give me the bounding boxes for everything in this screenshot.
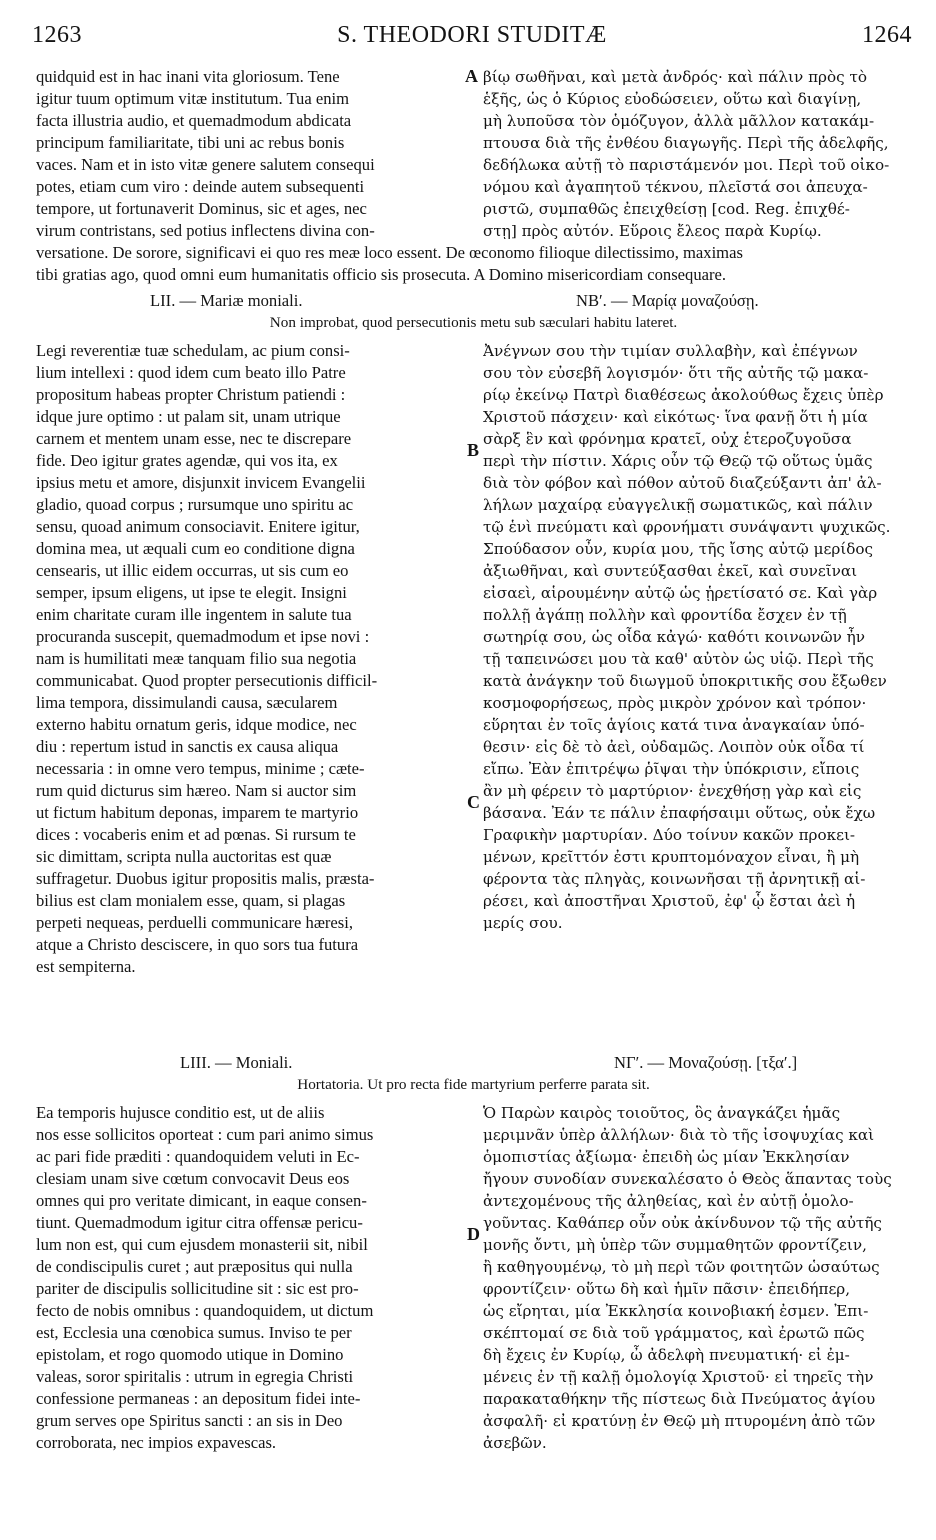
text-line: necessaria : in omne vero tempus, minime ; cæte- [36, 759, 365, 778]
text-line: corroborata, nec impios expavescas. [36, 1433, 277, 1452]
text-line: sensu, quoad animum consociavit. Enitere igitur, [36, 517, 360, 536]
text-line: igitur tuum optimum vitæ institutum. Tua enim [36, 89, 350, 108]
text-line: σωτηρίᾳ σου, ὡς οἶδα κἀγώ· καθότι κοινωνῶν ἦν [483, 628, 865, 646]
text-line: διὰ τὸν φόβον καὶ πόθον αὐτοῦ διαζεύξαντι ἀπ' ἀλ- [483, 474, 882, 492]
text-line: σὰρξ ἓν καὶ φρόνημα κρατεῖ, οὐχ ἑτεροζυγοῦσα [483, 430, 852, 448]
text-line: communicabat. Quod propter persecutionis difficil- [36, 671, 378, 690]
text-line: versatione. De sorore, significavi ei quo res meæ loco essent. De œconomo filioque dilectissimo, maximas [36, 243, 743, 262]
text-line: φέροντα τὰς πληγὰς, κοινωνῆσαι τῇ ἀρνητικῇ αἱ- [483, 870, 866, 888]
text-line: atque a Christo desciscere, in quo sors tua futura [36, 935, 359, 954]
text-line: εὕρηται ἐν τοῖς ἁγίοις κατά τινα ἀναγκαίαν ὑπό- [483, 716, 865, 734]
text-line: βάσανα. Ἐάν τε πάλιν ἐπαφήσαιμι οὕτως, οὐκ ἔχω [483, 804, 876, 822]
text-line: bilius est clam monialem esse, quam, si plagas [36, 891, 346, 910]
text-line: epistolam, et rogo quomodo utique in Domino [36, 1345, 344, 1364]
letter-53-latin-text [36, 1102, 461, 1454]
text-line: ἀσφαλῆ· εἰ κρατύνῃ ἐν Θεῷ μὴ πτυρομένη ἀπὸ τῶν [483, 1412, 876, 1430]
text-line: πτουσα διὰ τῆς ἐνθέου διαγωγῆς. Περὶ τῆς ἀδελφῆς, [483, 134, 889, 152]
text-line: μερίς σου. [483, 914, 563, 932]
text-line: ριστῶ, συμπαθῶς ἐπειχθείσῃ [cod. Reg. ἐπιχθέ- [483, 200, 850, 218]
text-line: ut fictum habitum deponas, imparem te martyrio [36, 803, 359, 822]
text-line: est sempiterna. [36, 957, 136, 976]
text-line: facta illustria audio, et quemadmodum abdicata [36, 111, 352, 130]
text-line: μένων, κρεῖττόν ἐστι κρυπτομόναχον εἶναι, ἢ μὴ [483, 848, 860, 866]
text-line: δὴ ἔχεις ἐν Κυρίῳ, ὦ ἀδελφὴ πνευματική· εἰ ἐμ- [483, 1346, 850, 1364]
text-line: de condiscipulis curet ; aut præpositus qui nulla [36, 1257, 353, 1276]
greek-column-top [483, 66, 911, 242]
letter-53-latin-heading: LIII. — Moniali. [180, 1053, 293, 1072]
text-line: πολλῇ ἀγάπῃ πολλὴν καὶ φροντίδα ἔσχεν ἐν τῇ [483, 606, 847, 624]
text-line: βίῳ σωθῆναι, καὶ μετὰ ἀνδρός· καὶ πάλιν πρὸς τὸ [483, 68, 868, 86]
letter-52-greek-text [483, 340, 911, 934]
text-line: σου τὸν εὐσεβῆ λογισμόν· ὅτι τῆς αὐτῆς τῷ μακα- [483, 364, 869, 382]
latin-column-top [36, 66, 461, 242]
text-line: παρακαταθήκην τῆς πίστεως διὰ Πνεύματος ἁγίου [483, 1390, 876, 1408]
text-line: externo habitu ornatum geris, idque modice, nec [36, 715, 357, 734]
text-line: ἢ καθηγουμένῳ, τὸ μὴ περὶ τῶν φοιτητῶν ὡσαύτως [483, 1258, 880, 1276]
text-line: rum quid dicturus sim hæreo. Nam si auctor sim [36, 781, 357, 800]
text-line: λήλων μαχαίρᾳ εὐαγγελικῇ σωματικῶς, καὶ πάλιν [483, 496, 873, 514]
margin-letter-d: D [467, 1224, 480, 1244]
text-line: suffragetur. Duobus igitur propositis malis, præsta- [36, 869, 375, 888]
text-line: ἀσεβῶν. [483, 1434, 547, 1452]
text-line: propositum habeas propter Christum patiendi : [36, 385, 346, 404]
text-line: ἀντεχομένους τῆς ἀληθείας, καὶ ἐν αὐτῇ ὁμολο- [483, 1192, 854, 1210]
text-line: θεσιν· εἰς δὲ τὸ ἀεὶ, οὐδαμῶς. Λοιπὸν οὐκ οἶδα τί [483, 738, 865, 756]
margin-letter-c: C [467, 792, 480, 812]
text-line: ac pari fide præditi : quandoquidem veluti in Ec- [36, 1147, 360, 1166]
left-page-number: 1263 [32, 22, 82, 48]
text-line: ὁμοπιστίας ἀξίωμα· ἐπειδὴ ὡς μίαν Ἐκκλησίαν [483, 1148, 850, 1166]
text-line: tibi gratias ago, quod omni eum humanitatis officio sis prosecuta. A Domino misericordiam consequare. [36, 265, 727, 284]
text-line: perpeti nequeas, perduelli communicare hæresi, [36, 913, 354, 932]
text-line: Ὁ Παρὼν καιρὸς τοιοῦτος, ὃς ἀναγκάζει ἡμᾶς [483, 1104, 841, 1122]
text-line: confessione permaneas : an depositum fidei inte- [36, 1389, 361, 1408]
text-line: εἴπω. Ἐὰν ἐπιτρέψω ῥῖψαι τὴν ὑπόκρισιν, εἴποις [483, 760, 860, 778]
text-line: μὴ λυποῦσα τὸν ὁμόζυγον, ἀλλὰ μᾶλλον κατακάμ- [483, 112, 875, 130]
letter-52-greek-heading: ΝΒʹ. — Μαρίᾳ μοναζούσῃ. [576, 291, 759, 310]
text-line: εἰσαεὶ, αἱρουμένην αὐτῷ ὡς ᾑρετίσατό σε. Καὶ γὰρ [483, 584, 878, 602]
letter-53-greek-text [483, 1102, 911, 1454]
margin-letter-a: A [465, 66, 478, 86]
text-line: nos esse sollicitos oporteat : cum pari animo simus [36, 1125, 374, 1144]
text-line: semper, ipsum eligens, ut ipse te elegit. Insigni [36, 583, 347, 602]
text-line: ρέσει, καὶ ἀποστῆναι Χριστοῦ, ἐφ' ᾧ ἔσται ἀεὶ ἡ [483, 892, 856, 910]
text-line: Χριστοῦ πάσχειν· καὶ εἰκότως· ἵνα φανῇ ὅτι ἡ μία [483, 408, 868, 426]
text-line: dices : vocaberis enim et ad pœnas. Si rursum te [36, 825, 356, 844]
text-line: ipsius metu et amore, disjunxit invicem Evangelii [36, 473, 366, 492]
text-line: nam is humilitati meæ tanquam filio sua negotia [36, 649, 357, 668]
text-line: vaces. Nam et in isto vitæ genere salutem consequi [36, 155, 375, 174]
text-line: tiunt. Quemadmodum igitur citra offensæ pericu- [36, 1213, 363, 1232]
text-line: Legi reverentiæ tuæ schedulam, ac pium consi- [36, 341, 350, 360]
text-line: lum non est, qui cum ejusdem monasterii sit, nibil [36, 1235, 368, 1254]
text-line: τῇ ταπεινώσει μου τὰ καθ' αὐτὸν ὡς υἱῷ. Περὶ τῆς [483, 650, 874, 668]
letter-53-greek-heading: ΝΓʹ. — Μοναζούσῃ. [τξαʹ.] [614, 1053, 798, 1072]
text-line: potes, etiam cum viro : deinde autem subsequenti [36, 177, 365, 196]
text-line: νόμου καὶ ἀγαπητοῦ τέκνου, πλεῖστά σοι ἀπευχα- [483, 178, 868, 196]
text-line: Γραφικὴν μαρτυρίαν. Δύο τοίνυν κακῶν προκει- [483, 826, 856, 844]
text-line: φροντίζειν· οὕτω δὴ καὶ ἡμῖν πᾶσιν· ἐπειδήπερ, [483, 1280, 851, 1298]
text-line: μεριμνᾶν ὑπὲρ ἀλλήλων· διὰ τὸ τῆς ἰσοψυχίας καὶ [483, 1126, 875, 1144]
text-line: principum familiaritate, tibi uni ac rebus bonis [36, 133, 345, 152]
text-line: μένεις ἐν τῇ καλῇ ὁμολογίᾳ Χριστοῦ· εἰ τηρεῖς τὴν [483, 1368, 874, 1386]
text-line: idque jure optimo : ut palam sit, unam utrique [36, 407, 341, 426]
text-line: δεδήλωκα αὐτῇ τὸ παριστάμενόν μοι. Περὶ τοῦ οἰκο- [483, 156, 890, 174]
text-line: procuranda suscepit, quemadmodum et ipse novi : [36, 627, 370, 646]
text-line: περὶ τὴν πίστιν. Χάρις οὖν τῷ Θεῷ τῷ οὕτως ὑμᾶς [483, 452, 873, 470]
text-line: omnes qui pro veritate dimicant, in eaque consen- [36, 1191, 367, 1210]
text-line: gladio, quoad corpus ; rursumque uno spiritu ac [36, 495, 354, 514]
text-line: ἂν μὴ φέρειν τὸ μαρτύριον· ἐνεχθήσῃ γὰρ καὶ εἰς [483, 782, 862, 800]
letter-52-latin-heading: LII. — Mariæ moniali. [150, 291, 303, 310]
text-line: sic dimittam, scripta nulla auctoritas est quæ [36, 847, 332, 866]
text-line: ἀξιωθῆναι, καὶ συντεύξασθαι ἐκεῖ, καὶ συνεῖναι [483, 562, 858, 580]
text-line: τῷ ἑνὶ πνεύματι καὶ φρονήματι συνάψαντι ψυχικῶς. [483, 518, 891, 536]
text-line: ὡς εἴρηται, μία Ἐκκλησία κοινοβιακή ἐσμεν. Ἐπι- [483, 1302, 869, 1320]
text-line: domina mea, ut æquali cum eo conditione digna [36, 539, 355, 558]
text-line: clesiam unam sive cœtum convocavit Deus eos [36, 1169, 350, 1188]
text-line: valeas, soror spiritalis : utrum in egregia Christi [36, 1367, 354, 1386]
text-line: lima tempora, dissimulandi causa, sæcularem [36, 693, 338, 712]
text-line: στῃ] πρὸς αὐτόν. Εὕροις ἔλεος παρὰ Κυρίῳ. [483, 222, 822, 240]
text-line: σκέπτομαί σε διὰ τοῦ γράμματος, καὶ ἐρωτῶ πῶς [483, 1324, 865, 1342]
letter-52-latin-text [36, 340, 461, 978]
text-line: tempore, ut fortunaverit Dominus, sic et ages, nec [36, 199, 367, 218]
text-line: virum contristans, sed potius inflectens divina con- [36, 221, 375, 240]
text-line: est, Ecclesia una cœnobica sumus. Inviso te per [36, 1323, 352, 1342]
text-line: lium intellexi : quod idem cum beato illo Patre [36, 363, 346, 382]
text-line: grum serves ope Spiritus sancti : an sis in Deo [36, 1411, 343, 1430]
text-line: pariter de discipulis sollicitudine sit : sic est pro- [36, 1279, 359, 1298]
running-title: S. THEODORI STUDITÆ [337, 22, 607, 48]
text-line: ἑξῆς, ὡς ὁ Κύριος εὐοδώσειεν, οὕτω καὶ διαγίνῃ, [483, 90, 862, 108]
text-line: ρίῳ ἐκείνῳ Πατρὶ διαθέσεως ἀκολούθως ἔχεις ὑπὲρ [483, 386, 884, 404]
text-line: censearis, ut illic eidem occurras, ut sis cum eo [36, 561, 349, 580]
text-line: Ea temporis hujusce conditio est, ut de aliis [36, 1103, 325, 1122]
text-line: μονῆς ὄντι, μὴ ὑπὲρ τῶν συμμαθητῶν φροντίζειν, [483, 1236, 867, 1254]
running-header [32, 22, 912, 56]
full-width-continuation [36, 242, 911, 286]
text-line: κατὰ ἀνάγκην τοῦ διωγμοῦ ὑποκριτικῆς σου ἔξωθεν [483, 672, 887, 690]
margin-letter-b: B [467, 440, 480, 460]
text-line: fide. Deo igitur grates agendæ, qui vos ita, ex [36, 451, 338, 470]
letter-53-summary: Hortatoria. Ut pro recta fide martyrium perferre parata sit. [297, 1076, 650, 1093]
text-line: quidquid est in hac inani vita gloriosum. Tene [36, 67, 340, 86]
letter-52-summary: Non improbat, quod persecutionis metu sub sæculari habitu lateret. [269, 314, 678, 331]
text-line: Ἀνέγνων σου τὴν τιμίαν συλλαβὴν, καὶ ἐπέγνων [483, 342, 858, 360]
text-line: ἤγουν συνοδίαν συνεκαλέσατο ὁ Θεὸς ἅπαντας τοὺς [483, 1170, 892, 1188]
text-line: γοῦντας. Καθάπερ οὖν οὐκ ἀκίνδυνον τῷ τῆς αὐτῆς [483, 1214, 882, 1232]
text-line: carnem et mentem unam esse, nec te discrepare [36, 429, 352, 448]
text-line: diu : repertum istud in sanctis ex causa aliqua [36, 737, 339, 756]
text-line: enim charitate curam ille ingentem in salute tua [36, 605, 352, 624]
text-line: fecto de nobis omnibus : quandoquidem, ut dictum [36, 1301, 374, 1320]
text-line: κοσμοφορήσεως, πρὸς μικρὸν χρόνον καὶ τρόπον· [483, 694, 867, 712]
text-line: Σπούδασον οὖν, κυρία μου, τῆς ἴσης αὐτῷ μερίδος [483, 540, 874, 558]
right-page-number: 1264 [861, 22, 912, 48]
